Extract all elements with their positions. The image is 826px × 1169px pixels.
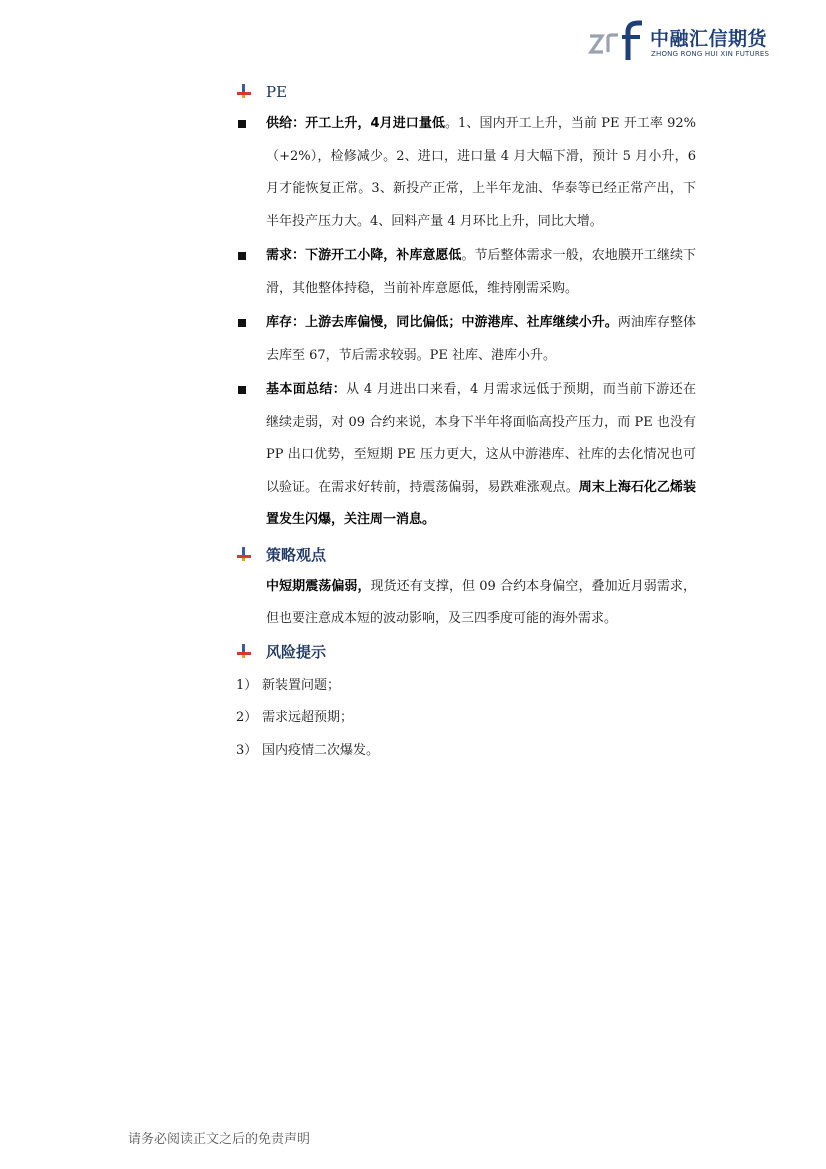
bullet-lead: 基本面总结：: [266, 382, 347, 397]
footer-disclaimer: 请务必阅读正文之后的免责声明: [128, 1132, 311, 1147]
section-title: 策略观点: [266, 545, 327, 564]
strategy-lead: 中短期震荡偏弱，: [266, 578, 371, 594]
list-number: 1）: [236, 677, 258, 693]
bullet-lead: 需求：下游开工小降，补库意愿低: [266, 248, 462, 263]
list-text: 需求远超预期；: [262, 710, 354, 725]
arrow-bullet-icon: [236, 83, 252, 99]
logo-english-name: ZHONG RONG HUI XIN FUTURES: [651, 50, 770, 58]
strategy-text: 现货还有支撑，但 09 合约本身偏空，叠加近月弱需求，但也要注意成本短的波动影响，及三四季度可能的海外需求。: [266, 578, 696, 626]
bullet-inventory: [236, 307, 696, 372]
section-heading-risk: [236, 636, 696, 668]
square-bullet-icon: [238, 319, 246, 327]
risk-list: [236, 670, 696, 768]
bullet-demand: [236, 240, 696, 305]
bullet-lead: 供给：开工上升，4月进口量低: [266, 116, 445, 131]
bullet-lead: 库存：上游去库偏慢，同比偏低；中游港库、社库继续小升。: [266, 315, 618, 330]
section-heading-strategy: [236, 539, 696, 571]
list-item: [236, 735, 696, 768]
bullet-fundamentals-summary: [236, 374, 696, 537]
section-title: PE: [266, 83, 288, 101]
bullet-tail: 周末上海石化乙烯装置发生闪爆，关注周一消息。: [266, 479, 696, 527]
arrow-bullet-icon: [236, 546, 252, 562]
arrow-bullet-icon: [236, 643, 252, 659]
list-text: 国内疫情二次爆发。: [262, 742, 380, 758]
bullet-text: 。1、国内开工上升，当前 PE 开工率 92%（+2%），检修减少。2、进口，进口量 4 月大幅下滑，预计 5 月小升，6 月才能恢复正常。3、新投产正常，上半年龙油、华泰等已经正常产出，下半年投产压力大。4、回料产量 4 月环比上升，同比大增。: [266, 116, 696, 229]
section-title: 风险提示: [266, 642, 327, 661]
section-heading-pe: [236, 76, 696, 108]
list-item: [236, 670, 696, 703]
report-content: [236, 76, 696, 767]
list-item: [236, 702, 696, 735]
strategy-paragraph: [236, 571, 696, 636]
list-number: 2）: [236, 710, 258, 725]
bullet-supply: [236, 108, 696, 238]
bullet-text: 从 4 月进出口来看，4 月需求远低于预期，而当前下游还在继续走弱，对 09 合约来说，本身下半年将面临高投产压力，而 PE 也没有 PP 出口优势，至短期 PE 压力更大，这从中游港库、社库的去化情况也可以验证。在需求好转前，持震荡偏弱，易跌难涨观点。: [266, 382, 696, 495]
bullet-text: 。节后整体需求一般，农地膜开工继续下滑，其他整体持稳，当前补库意愿低，维持刚需采购。: [266, 248, 696, 296]
square-bullet-icon: [238, 120, 246, 128]
zrf-logo-mark: [588, 20, 646, 62]
list-text: 新装置问题；: [262, 677, 341, 693]
logo-chinese-name: 中融汇信期货: [650, 28, 768, 50]
square-bullet-icon: [238, 252, 246, 260]
square-bullet-icon: [238, 386, 246, 394]
company-logo: [588, 20, 774, 62]
list-number: 3）: [236, 742, 258, 758]
bullet-text: 两油库存整体去库至 67，节后需求较弱。PE 社库、港库小升。: [266, 315, 696, 363]
